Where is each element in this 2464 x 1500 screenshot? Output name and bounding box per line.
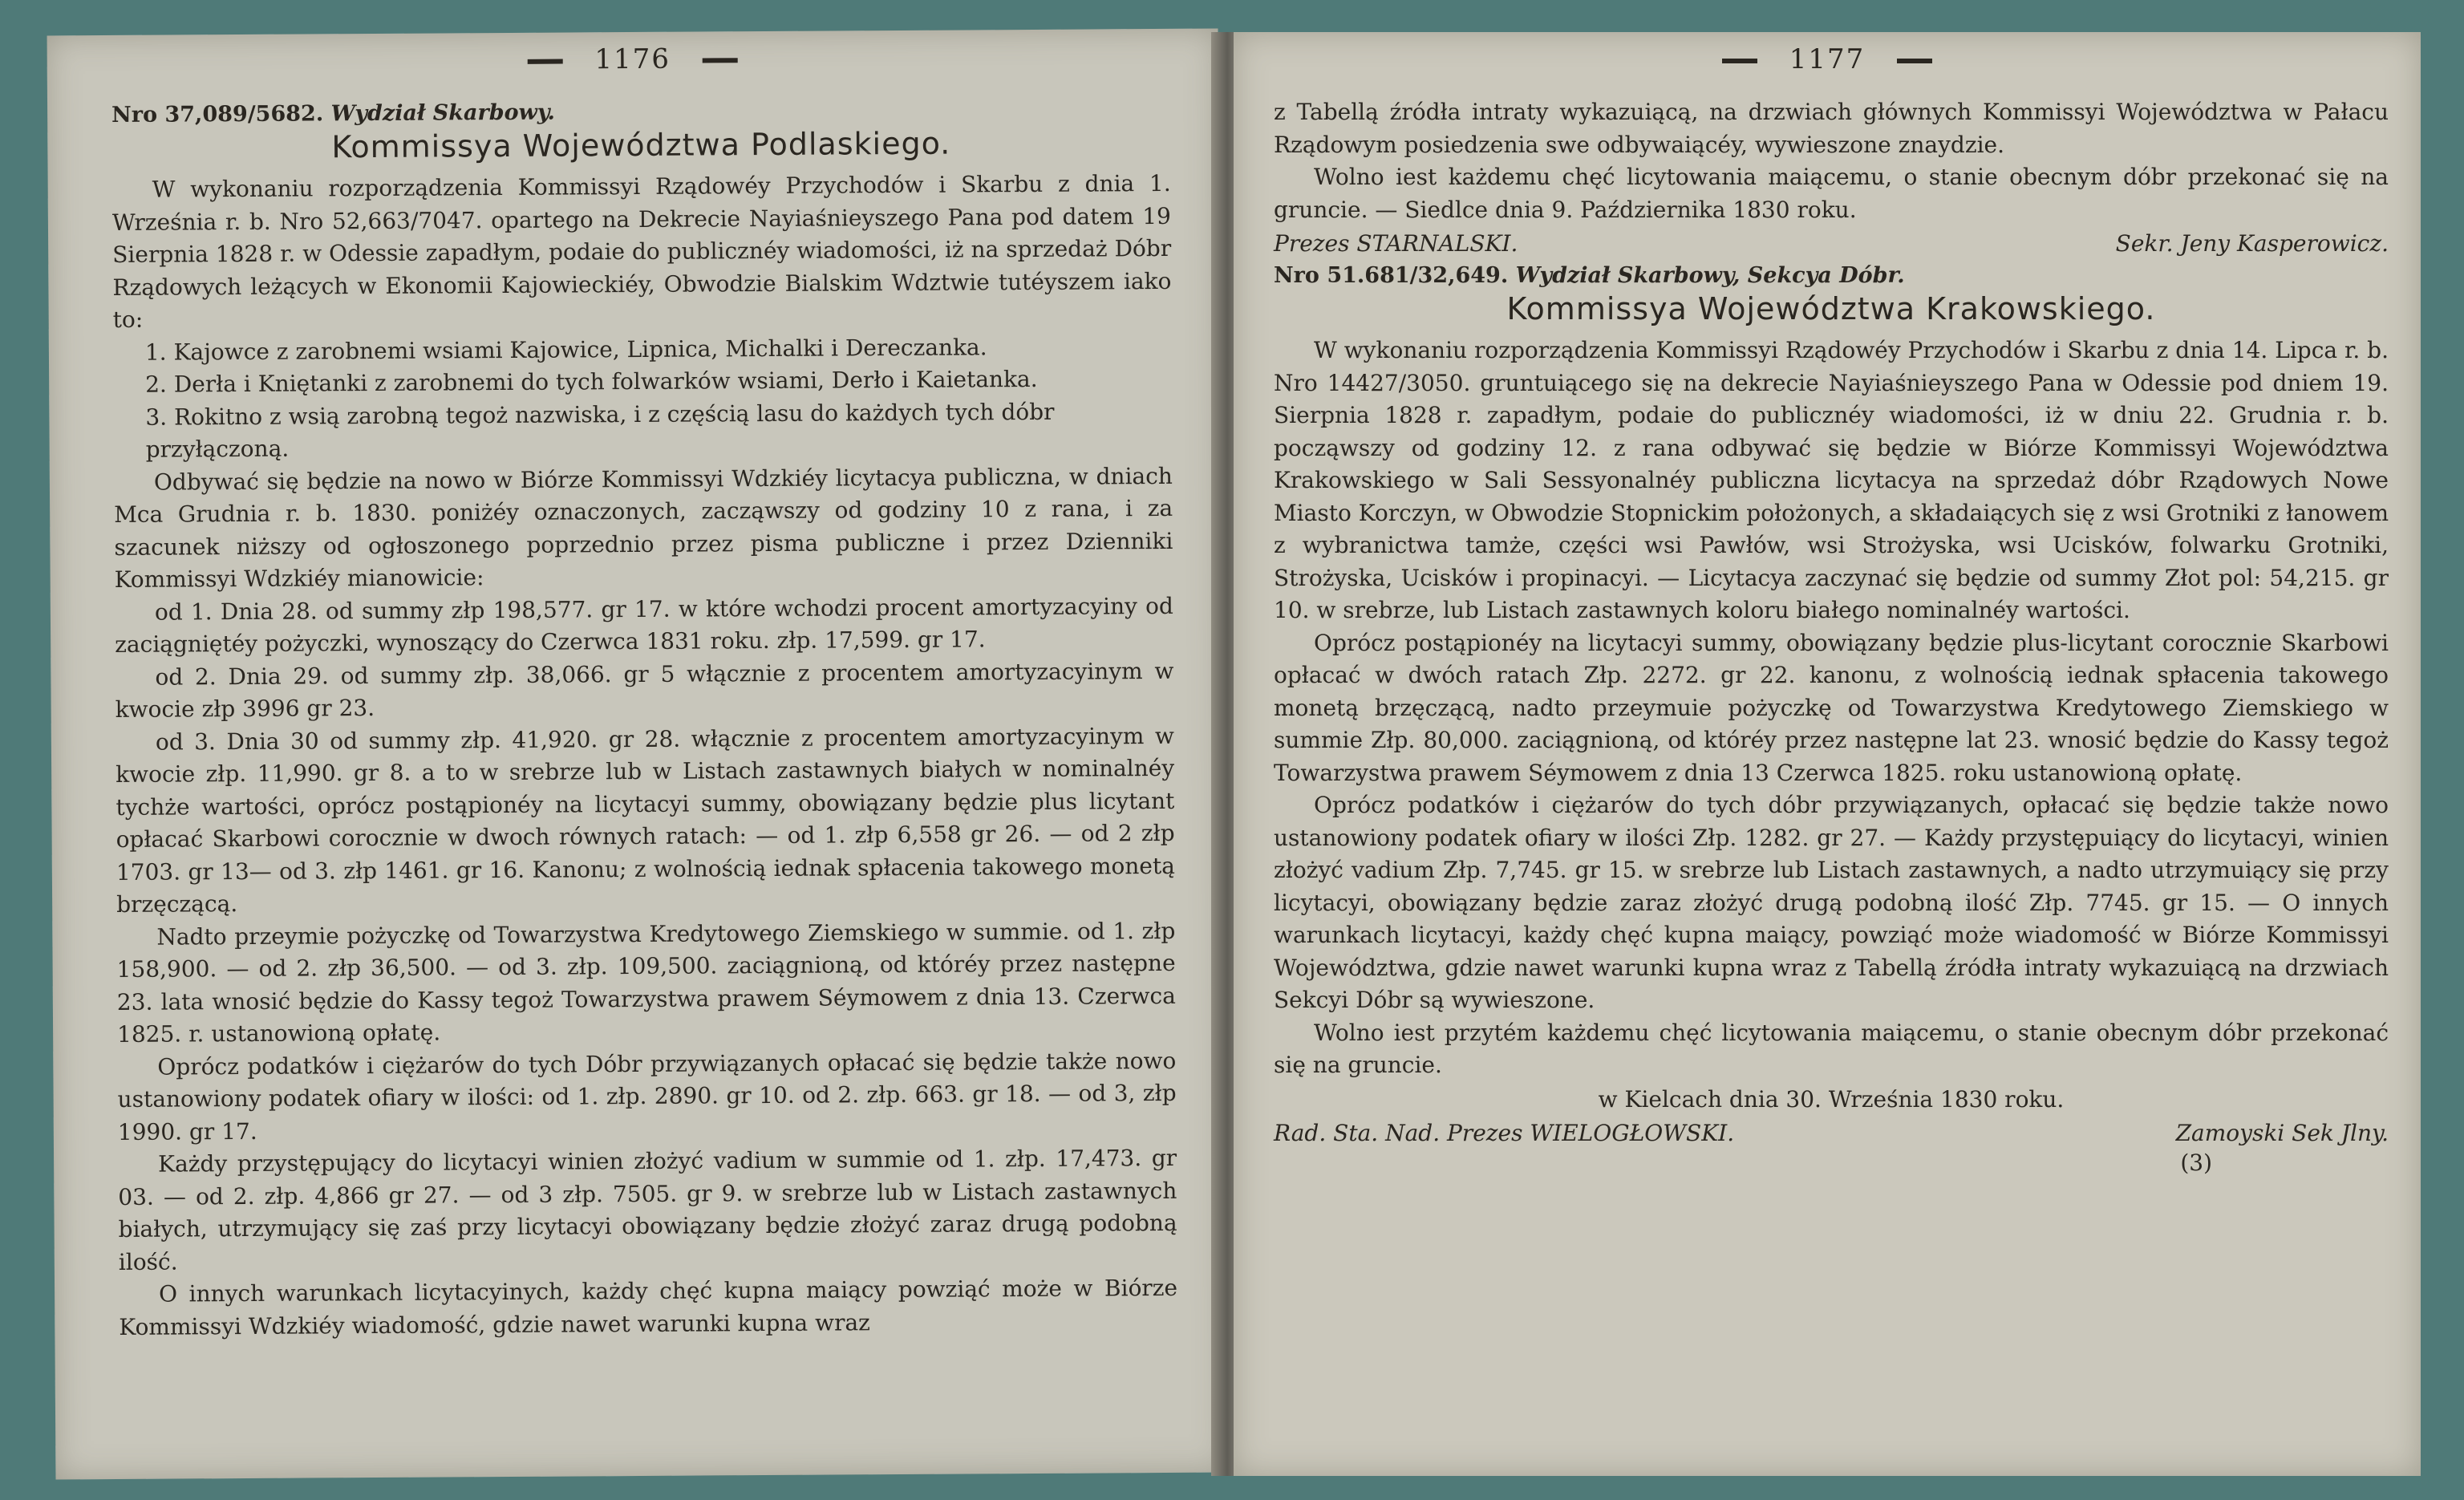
- notice-date: w Kielcach dnia 30. Września 1830 roku.: [1598, 1085, 2065, 1113]
- date-line: [1274, 1084, 2389, 1116]
- signature-line: [1274, 1117, 2389, 1149]
- list-item: 2. Derła i Kniętanki z zarobnemi do tych folwarków wsiami, Derło i Kaietanka.: [145, 365, 1038, 398]
- left-page-content: [111, 93, 1177, 1344]
- right-page: [1234, 32, 2421, 1476]
- paragraph: Oprócz postąpionéy na licytacyi summy, obowiązany będzie plus-licytant corocznie Skarbowi opłacać w dwóch ratach Złp. 2272. gr 22. kanonu, z wolnością iednak spłacenia takowego monetą brzęczącą, nadto przeymuie pożyczkę od Towarzystwa Kredytowego Ziemskiego w summie Złp. 80,000. zaciągnioną, od któréy przez następne lat 23. wnosić będzie do Kassy tegoż Towarzystwa prawem Séymowem z dnia 13 Czerwca 1825. roku ustanowioną opłatę.: [1274, 629, 2389, 786]
- list-item: 3. Rokitno z wsią zarobną tegoż nazwiska, i z częścią lasu do każdych tych dóbr przyłączoną.: [145, 398, 1055, 463]
- paragraph: W wykonaniu rozporządzenia Kommissyi Rządowéy Przychodów i Skarbu z dnia 14. Lipca r. b. Nro 14427/3050. gruntuiącego się na dekrecie Nayiaśnieyszego Pana w Odessie pod dniem 19. Sierpnia 1828 r. zapadłym, podaie do publicznéy wiadomości, iż w dniu 22. Grudnia r. b. począwszy od godziny 12. z rana odbywać się będzie w Biórze Kommissyi Województwa Krakowskiego w Sali Sessyonalnéy publiczna licytacya na sprzedaż dóbr Rządowych Nowe Miasto Korczyn, w Obwodzie Stopnickim położonych, a składaiących się z wsi Grotniki z łanowem z wybranictwa tamże, części wsi Pawłów, wsi Strożyska, wsi Ucisków, folwarku Grotniki, Strożyska, Ucisków i propinacyi. — Licytacya zaczynać się będzie od summy Złot pol: 54,215. gr 10. w srebrze, lub Listach zastawnych koloru białego nominalnéy wartości.: [1274, 337, 2389, 623]
- signature-president: Rad. Sta. Nad. Prezes WIELOGŁOWSKI.: [1274, 1119, 1735, 1146]
- paragraph: Wolno iest przytém każdemu chęć licytowania maiącemu, o stanie obecnym dóbr przekonać się na gruncie.: [1274, 1019, 2389, 1078]
- page-number-left: 1176: [47, 40, 1218, 79]
- list-item: 1. Kajowce z zarobnemi wsiami Kajowice, Lipnica, Michalki i Dereczanka.: [144, 333, 987, 366]
- signature-president: Prezes STARNALSKI.: [1274, 230, 1518, 257]
- paragraph: od 3. Dnia 30 od summy złp. 41,920. gr 28. włącznie z procentem amortyzacyinym w kwocie złp. 11,990. gr 8. a to w srebrze lub w Listach zastawnych białych w nominalnéy tychże wartości, oprócz postąpionéy na licytacyi summy, obowiązany będzie plus licytant opłacać Skarbowi corocznie w dwoch równych ratach: — od 1. złp 6,558 gr 26. — od 2 złp 1703. gr 13— od 3. złp 1461. gr 16. Kanonu; z wolnością iednak spłacenia takowego monetą brzęczącą.: [116, 722, 1175, 918]
- reference-number: Nro 37,089/5682. Wydział Skarbowy.: [111, 99, 555, 128]
- notice-heading: Kommissya Województwa Podlaskiego.: [331, 125, 951, 165]
- paragraph: Wolno iest każdemu chęć licytowania maiącemu, o stanie obecnym dóbr przekonać się na gruncie. — Siedlce dnia 9. Października 1830 roku.: [1274, 164, 2389, 223]
- paragraph: z Tabellą źródła intraty wykazuiącą, na drzwiach głównych Kommissyi Województwa w Pałacu Rządowym posiedzenia swe odbywaiącéy, wywieszone znaydzie.: [1274, 99, 2389, 158]
- paragraph: Nadto przeymie pożyczkę od Towarzystwa Kredytowego Ziemskiego w summie. od 1. złp 158,900. — od 2. złp 36,500. — od 3. złp. 109,500. zaciągnioną, od któréy przez następne 23. lata wnosić będzie do Kassy tegoż Towarzystwa prawem Séymowem z dnia 13. Czerwca 1825. r. ustanowioną opłatę.: [116, 917, 1176, 1048]
- reference-number: Nro 51.681/32,649. Wydział Skarbowy, Sekcya Dóbr.: [1274, 263, 1905, 288]
- notice-heading: Kommissya Województwa Krakowskiego.: [1506, 291, 2156, 326]
- signature-secretary: Sekr. Jeny Kasperowicz.: [2115, 230, 2389, 257]
- paragraph: Oprócz podatków i ciężarów do tych Dóbr przywiązanych opłacać się będzie także nowo ustanowiony podatek ofiary w ilości: od 1. złp. 2890. gr 10. od 2. złp. 663. gr 18. — od 3, złp 1990. gr 17.: [117, 1047, 1177, 1145]
- paragraph: O innych warunkach licytacyinych, każdy chęć kupna maiący powziąć może w Biórze Kommissyi Wdzkiéy wiadomość, gdzie nawet warunki kupna wraz: [119, 1274, 1178, 1340]
- paragraph: W wykonaniu rozporządzenia Kommissyi Rządowéy Przychodów i Skarbu z dnia 1. Września r. b. Nro 52,663/7047. opartego na Dekrecie Nayiaśnieyszego Pana pod datem 19 Sierpnia 1828 r. w Odessie zapadłym, podaie do publicznéy wiadomości, iż na sprzedaż Dóbr Rządowych leżących w Ekonomii Kajowieckiéy, Obwodzie Bialskim Wdztwie tutéyszem iako to:: [111, 169, 1172, 333]
- paragraph: Każdy przystępujący do licytacyi winien złożyć vadium w summie od 1. złp. 17,473. gr 03. — od 2. złp. 4,866 gr 27. — od 3 złp. 7505. gr 9. w srebrze lub w Listach zastawnych białych, utrzymujący się zaś przy licytacyi obowiązany będzie złożyć zaraz drugą podobną ilość.: [118, 1144, 1177, 1275]
- sheet-mark: (3): [2180, 1149, 2212, 1176]
- paragraph: Oprócz podatków i ciężarów do tych dóbr przywiązanych, opłacać się będzie także nowo ustanowiony podatek ofiary w ilości Złp. 1282. gr 27. — Każdy przystępuiący do licytacyi, winien złożyć vadium Złp. 7,745. gr 15. w srebrze lub Listach zastawnych, a nadto utrzymuiący się przy licytacyi, obowiązany będzie zaraz złożyć drugą podobną ilość Złp. 7745. gr 15. — O innych warunkach licytacyi, każdy chęć kupna maiący, powziąć może wiadomość w Biórze Kommissyi Województwa, gdzie nawet warunki kupna wraz z Tabellą źródła intraty wykazuiącą na drzwiach Sekcyi Dóbr są wywieszone.: [1274, 792, 2389, 1013]
- signature-secretary: Zamoyski Sek Jlny.: [2175, 1119, 2389, 1146]
- paragraph: od 2. Dnia 29. od summy złp. 38,066. gr 5 włącznie z procentem amortyzacyinym w kwocie złp 3996 gr 23.: [115, 657, 1174, 723]
- paragraph: Odbywać się będzie na nowo w Biórze Kommissyi Wdzkiéy licytacya publiczna, w dniach Mca Grudnia r. b. 1830. poniżéy oznaczonych, zacząwszy od godziny 10 z rana, i za szacunek niższy od ogłoszonego poprzednio przez pisma publiczne i przez Dzienniki Kommissyi Wdzkiéy mianowicie:: [114, 462, 1173, 593]
- left-page: [47, 29, 1227, 1480]
- page-number-right: 1177: [1234, 43, 2421, 75]
- paragraph: od 1. Dnia 28. od summy złp 198,577. gr 17. w które wchodzi procent amortyzacyiny od zaciągniętéy pożyczki, wynoszący do Czerwca 1831 roku. złp. 17,599. gr 17.: [115, 592, 1173, 658]
- signature-line: [1274, 228, 2389, 260]
- right-page-content: [1274, 96, 2389, 1176]
